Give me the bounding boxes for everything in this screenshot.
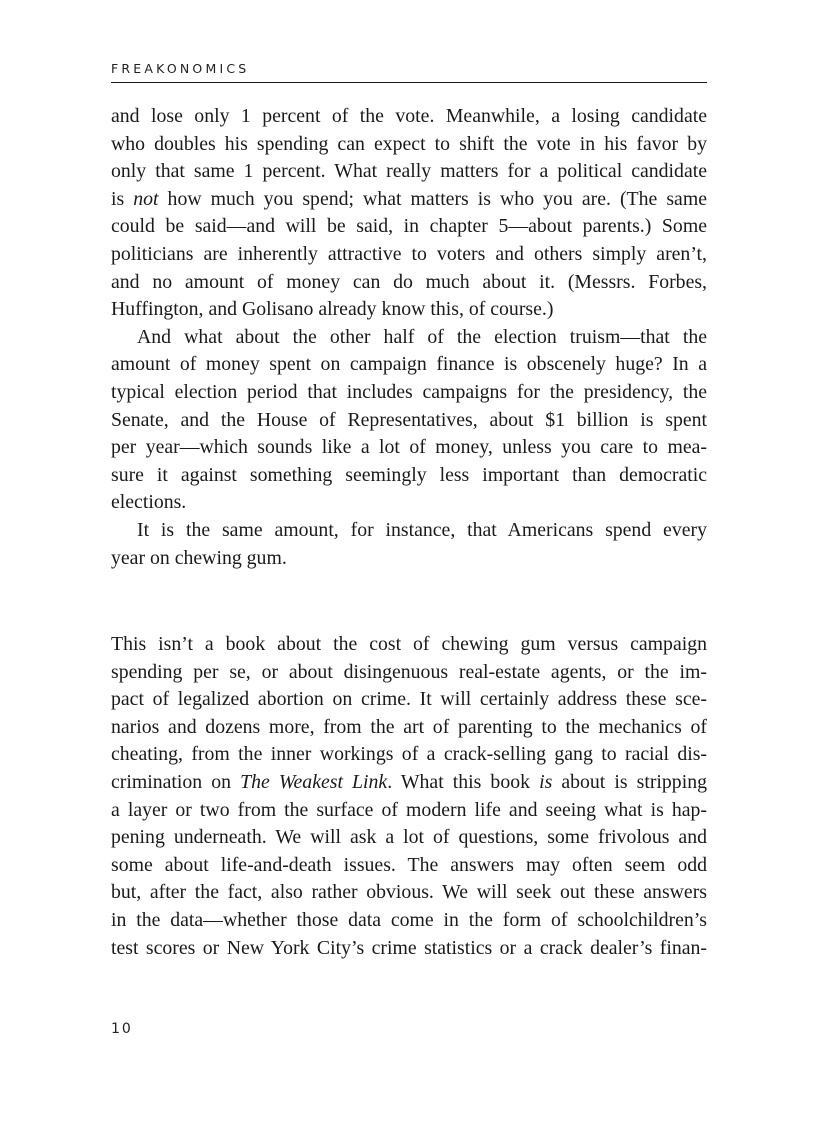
text-line: typical election period that includes campaigns for the presidency, the: [111, 380, 707, 403]
text-line: Senate, and the House of Representatives, about $1 billion is spent: [111, 408, 707, 431]
text-line: cheating, from the inner workings of a crack-selling gang to racial dis-: [111, 743, 707, 766]
text-run: is: [111, 187, 134, 210]
emphasis-text: not: [133, 187, 159, 210]
text-line: Huffington, and Golisano already know this, of course.): [111, 298, 554, 321]
text-line: politicians are inherently attractive to voters and others simply aren’t,: [111, 242, 707, 265]
text-line: a layer or two from the surface of modern life and seeing what is hap-: [111, 798, 707, 821]
running-head: FREAKONOMICS: [111, 61, 250, 76]
text-line: per year—which sounds like a lot of money, unless you care to mea-: [111, 436, 707, 459]
text-line: only that same 1 percent. What really matters for a political candidate: [111, 160, 707, 183]
body-text-upper: [111, 103, 707, 572]
emphasis-text: is: [539, 770, 553, 793]
text-line: amount of money spent on campaign finance is obscenely huge? In a: [111, 353, 707, 376]
paragraph: [111, 103, 707, 324]
emphasis-text: The Weakest Link: [240, 770, 388, 793]
text-line: elections.: [111, 491, 187, 514]
paragraph: [111, 517, 707, 572]
page-number: 10: [111, 1021, 133, 1037]
text-line: narios and dozens more, from the art of parenting to the mechanics of: [111, 715, 707, 738]
text-run: crimination on: [111, 770, 241, 793]
text-line: in the data—whether those data come in the form of schoolchildren’s: [111, 908, 707, 931]
text-line: some about life-and-death issues. The answers may often seem odd: [111, 853, 707, 876]
text-line: and no amount of money can do much about it. (Messrs. Forbes,: [111, 270, 707, 293]
text-line: [111, 769, 707, 797]
body-text-lower: [111, 631, 707, 962]
text-run: about is stripping: [552, 770, 707, 793]
text-line: pening underneath. We will ask a lot of questions, some frivolous and: [111, 826, 707, 849]
text-line: year on chewing gum.: [111, 546, 287, 569]
text-line: but, after the fact, also rather obvious. We will seek out these answers: [111, 881, 707, 904]
text-line: pact of legalized abortion on crime. It will certainly address these sce-: [111, 688, 707, 711]
text-line: could be said—and will be said, in chapter 5—about parents.) Some: [111, 215, 707, 238]
paragraph: [111, 631, 707, 962]
text-line: It is the same amount, for instance, that Americans spend every: [137, 518, 707, 541]
text-run: . What this book: [387, 770, 540, 793]
text-line: and lose only 1 percent of the vote. Meanwhile, a losing candidate: [111, 105, 707, 127]
text-line: [111, 186, 707, 214]
text-line: This isn’t a book about the cost of chewing gum versus campaign: [111, 633, 707, 655]
text-line: sure it against something seemingly less important than democratic: [111, 463, 707, 486]
text-line: And what about the other half of the election truism—that the: [137, 325, 707, 348]
text-line: test scores or New York City’s crime statistics or a crack dealer’s finan-: [111, 936, 707, 959]
text-line: who doubles his spending can expect to shift the vote in his favor by: [111, 132, 707, 155]
text-line: spending per se, or about disingenuous real-estate agents, or the im-: [111, 660, 707, 683]
header-rule: [111, 82, 707, 83]
paragraph: [111, 324, 707, 517]
text-run: how much you spend; what matters is who you are. (The same: [158, 187, 707, 210]
